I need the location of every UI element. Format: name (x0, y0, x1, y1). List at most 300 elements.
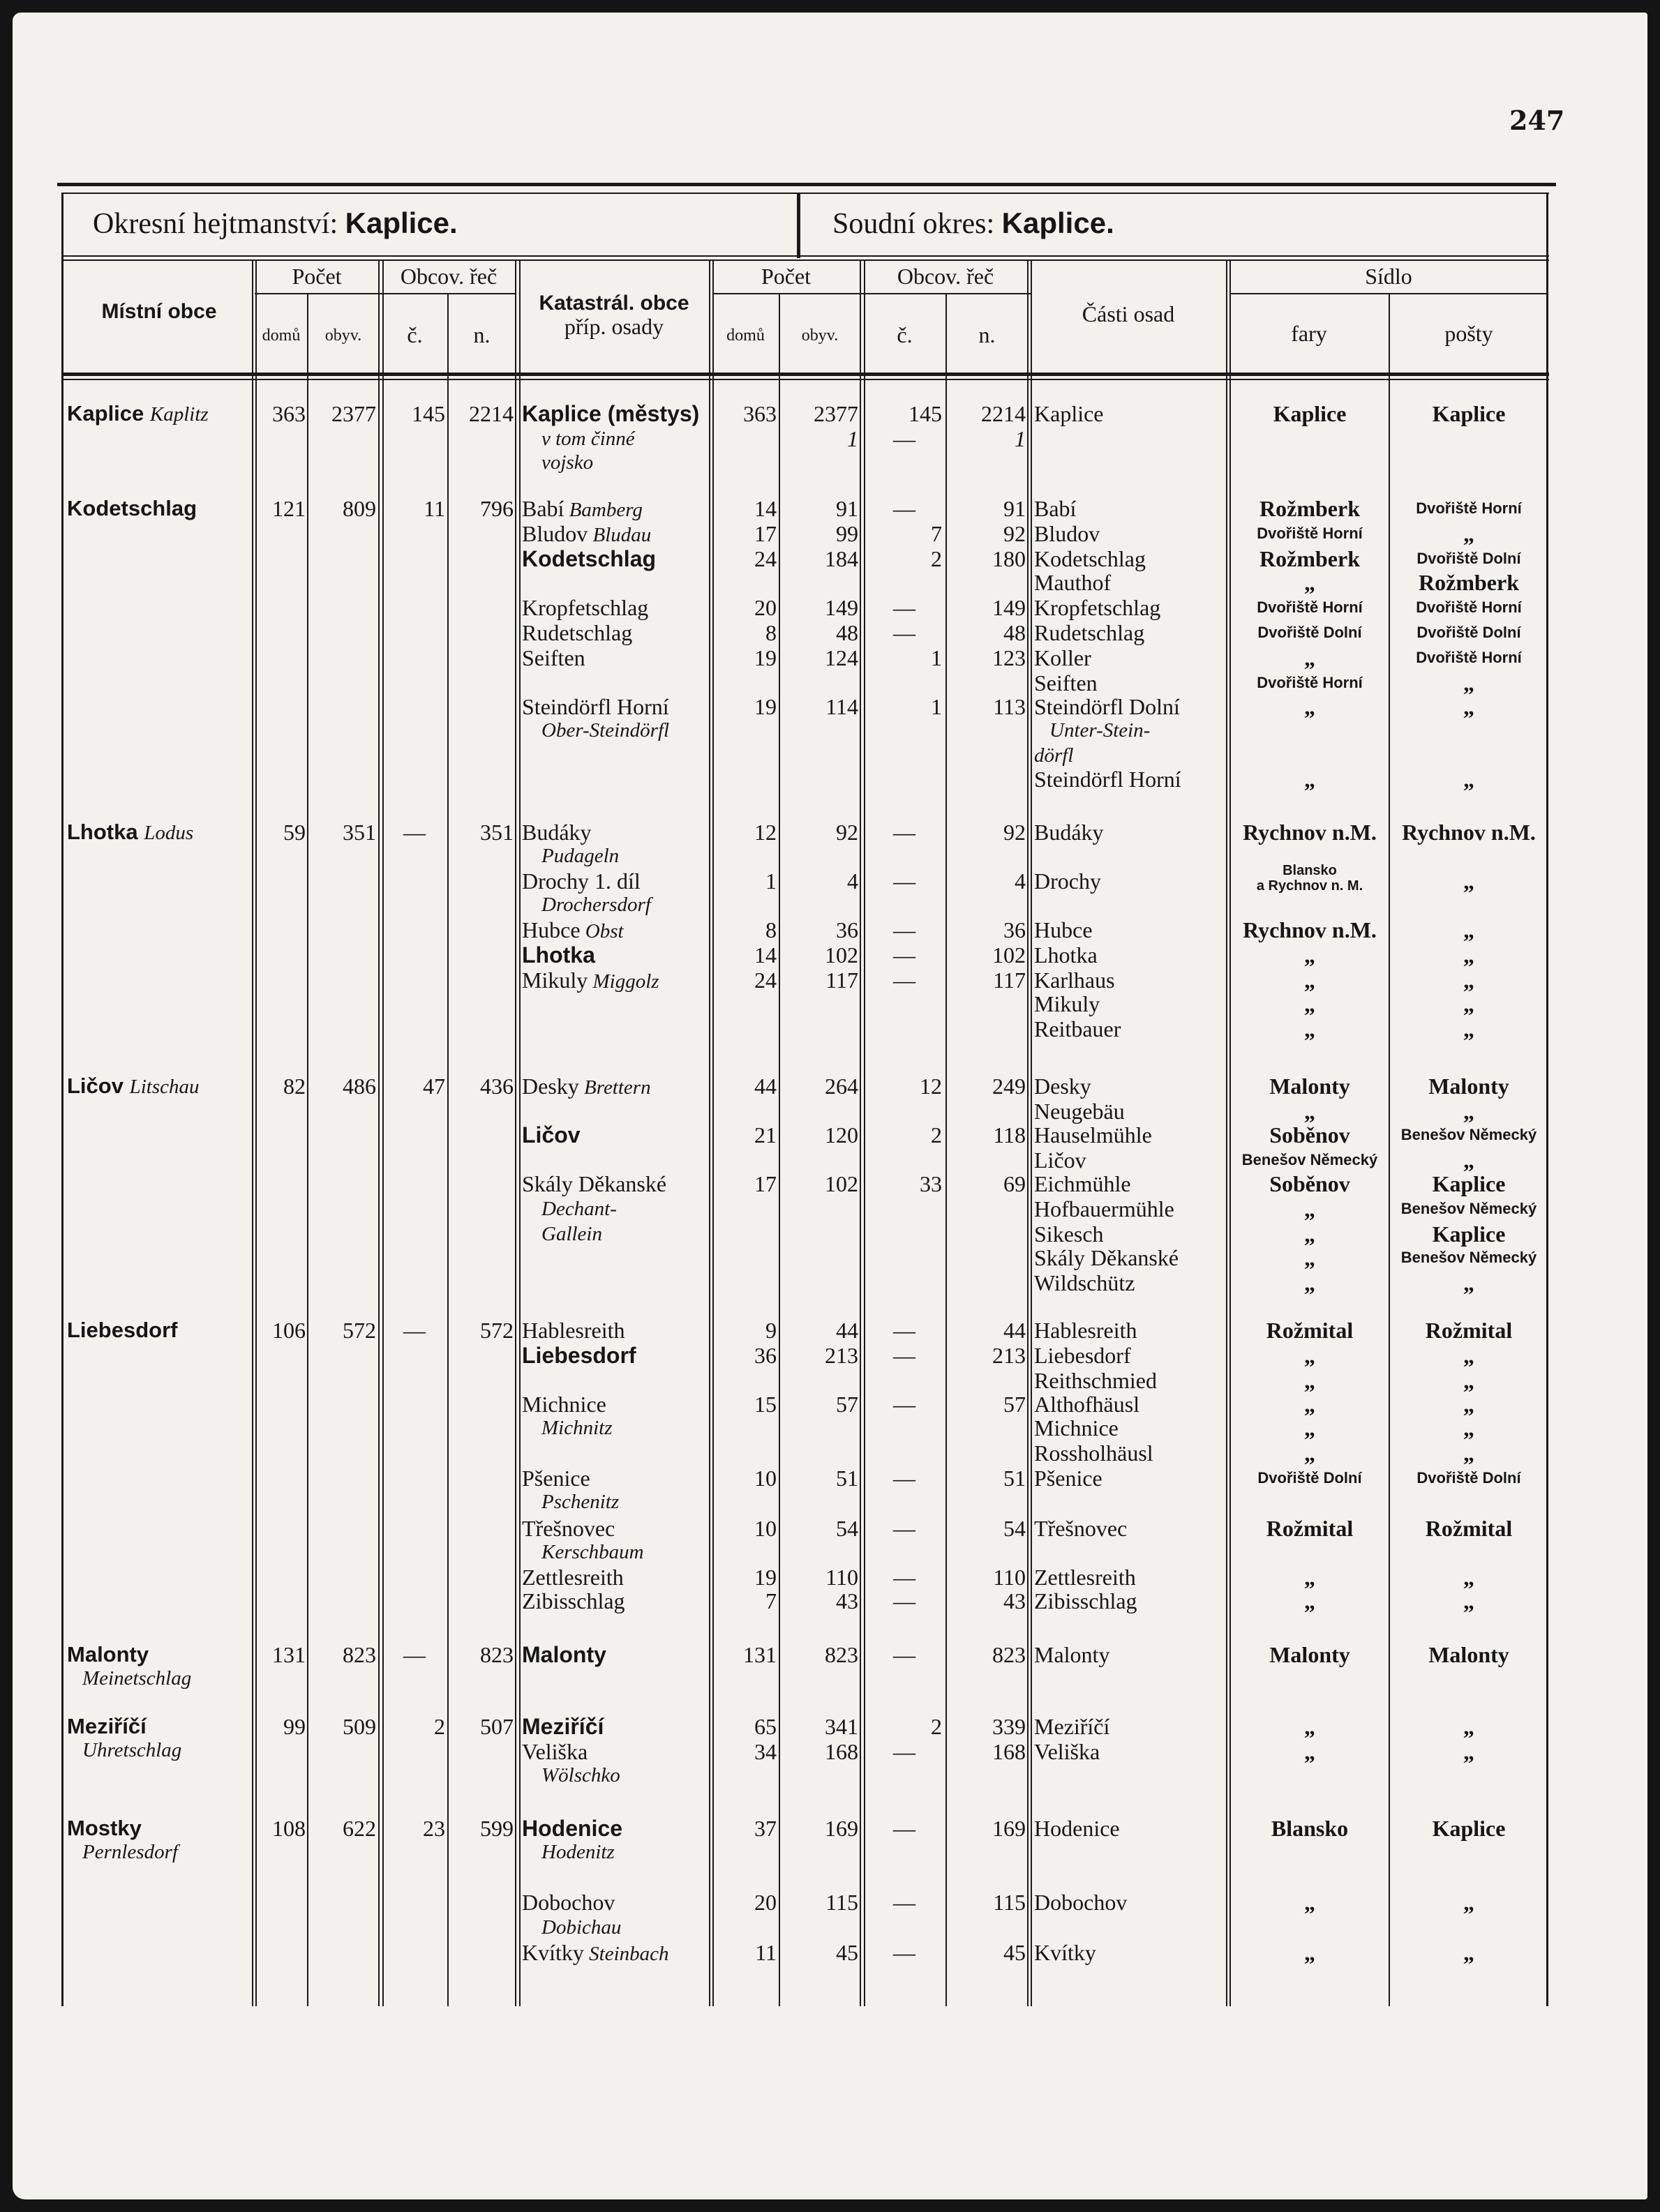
settlement-part-name: Steindörfl Dolní (1034, 694, 1180, 719)
post-office-seat: „ (1463, 968, 1474, 993)
post-office-seat: „ (1463, 942, 1474, 968)
municipality-nemecky: 436 (480, 1074, 514, 1099)
cadastral-name: Bludov Bludau (522, 521, 652, 546)
cadastral-nemecky: 44 (1003, 1318, 1026, 1343)
cadastral-domu: 37 (754, 1816, 777, 1841)
cadastral-cesky: — (893, 620, 915, 645)
municipality-german-name: Lodus (144, 822, 194, 844)
settlement-part-name: Budáky (1034, 820, 1104, 845)
cadastral-suffix: Obst (580, 920, 624, 942)
cadastral-name: Dechant- (541, 1198, 617, 1220)
municipality-obyv: 2377 (331, 401, 376, 426)
parish-seat: Kaplice (1273, 401, 1347, 426)
col-line (519, 259, 521, 2006)
settlement-part-name: Desky (1034, 1074, 1091, 1099)
cadastral-nemecky: 54 (1003, 1516, 1026, 1541)
col-line (515, 259, 516, 2006)
cadastral-cesky: 33 (920, 1171, 942, 1196)
cadastral-name: Hodenitz (541, 1841, 615, 1863)
municipality-domu: 99 (283, 1714, 306, 1739)
post-office-seat: Dvořiště Dolní (1416, 1469, 1521, 1487)
parish-seat: Dvořiště Dolní (1257, 624, 1362, 641)
cadastral-name: Pšenice (522, 1466, 590, 1491)
cadastral-name: Hubce Obst (522, 917, 624, 942)
cadastral-cesky: 1 (931, 645, 942, 670)
post-office-seat: Benešov Německý (1400, 1249, 1537, 1266)
post-office-seat: Dvořiště Horní (1416, 499, 1522, 517)
cadastral-cesky: 12 (920, 1074, 942, 1099)
municipality-german-name: Litschau (129, 1076, 200, 1098)
cadastral-cesky: 2 (931, 1122, 942, 1148)
parish-seat: „ (1304, 942, 1315, 968)
cadastral-cesky: — (893, 1890, 915, 1915)
cadastral-name: Třešnovec (522, 1516, 615, 1541)
municipality-german-name: Pernlesdorf (82, 1841, 178, 1863)
col-line (1031, 259, 1032, 2006)
cadastral-cesky: 1 (931, 694, 942, 719)
parish-seat: „ (1304, 1343, 1315, 1368)
cadastral-obyv: 91 (836, 496, 858, 521)
cadastral-cesky: — (893, 968, 915, 993)
settlement-part-name: Kaplice (1034, 401, 1104, 426)
cadastral-name: Drochy 1. díl (522, 868, 641, 894)
settlement-part-name: Wildschütz (1034, 1270, 1135, 1295)
cadastral-obyv: 213 (825, 1343, 858, 1368)
parish-seat: „ (1304, 767, 1315, 792)
municipality-name: Meziříčí Uhretschlag (67, 1715, 250, 1762)
parish-seat: „ (1304, 694, 1315, 719)
cadastral-domu: 24 (754, 968, 777, 993)
col-domu-2: domů (726, 326, 765, 345)
cadastral-obyv: 124 (825, 645, 858, 670)
col-n: n. (473, 322, 491, 347)
cadastral-nemecky: 51 (1003, 1466, 1026, 1491)
settlement-part-name: Veliška (1034, 1739, 1100, 1764)
cadastral-domu: 8 (765, 620, 777, 645)
settlement-part-name: Třešnovec (1034, 1516, 1128, 1541)
col-c-2: č. (897, 322, 913, 347)
cadastral-nemecky: 43 (1003, 1588, 1026, 1613)
cadastral-name: v tom činné (541, 428, 635, 450)
cadastral-obyv: 169 (825, 1816, 858, 1841)
municipality-domu: 59 (283, 820, 306, 845)
parish-seat: Malonty (1269, 1074, 1350, 1099)
parish-seat: „ (1304, 1245, 1315, 1270)
post-office-seat: Malonty (1428, 1642, 1509, 1667)
col-katastr: Katastrál. obce (539, 292, 689, 315)
parish-seat: „ (1304, 1890, 1315, 1915)
cadastral-name: Zibisschlag (522, 1588, 625, 1613)
cadastral-cesky: — (893, 1516, 915, 1541)
cadastral-name: Michnice (522, 1392, 606, 1417)
cadastral-name: Malonty (522, 1642, 606, 1667)
cadastral-name: vojsko (541, 451, 594, 474)
cadastral-domu: 363 (743, 401, 777, 426)
parish-seat: a Rychnov n. M. (1256, 878, 1363, 894)
post-office-seat: „ (1463, 1270, 1474, 1295)
settlement-part-name: Hauselmühle (1034, 1122, 1152, 1148)
pocet-rule (255, 293, 516, 294)
cadastral-nemecky: 113 (993, 694, 1026, 719)
municipality-obyv: 509 (343, 1714, 376, 1739)
col-line (860, 259, 861, 2006)
parish-seat: „ (1304, 1392, 1315, 1417)
col-line (779, 293, 780, 2006)
municipality-name: Malonty Meinetschlag (67, 1643, 250, 1690)
col-obyv: obyv. (324, 326, 362, 345)
post-office-seat: Malonty (1428, 1074, 1509, 1099)
parish-seat: „ (1304, 1016, 1315, 1041)
parish-seat: Rožmital (1266, 1516, 1354, 1541)
col-line (382, 259, 384, 2006)
parish-seat: Malonty (1269, 1642, 1350, 1667)
cadastral-nemecky: 48 (1003, 620, 1026, 645)
cadastral-cesky: — (893, 1642, 915, 1667)
cadastral-nemecky: 118 (993, 1122, 1026, 1148)
top-rule (57, 183, 1556, 186)
parish-seat: „ (1304, 1565, 1315, 1590)
settlement-part-name: dörfl (1034, 744, 1074, 767)
cadastral-cesky: — (893, 942, 915, 968)
cadastral-cesky: 2 (931, 546, 942, 571)
settlement-part-name: Michnice (1034, 1415, 1119, 1440)
cadastral-cesky: — (893, 820, 915, 845)
cadastral-nemecky: 4 (1015, 868, 1026, 894)
parish-seat: „ (1304, 1714, 1315, 1739)
cadastral-domu: 34 (754, 1739, 777, 1764)
col-pocet-2: Počet (761, 264, 812, 289)
settlement-part-name: Zettlesreith (1034, 1565, 1136, 1590)
cadastral-suffix: Bamberg (564, 499, 643, 521)
cadastral-nemecky: 102 (992, 942, 1026, 968)
cadastral-cesky: — (893, 1343, 915, 1368)
settlement-part-name: Kropfetschlag (1034, 595, 1161, 620)
parish-seat: „ (1304, 1588, 1315, 1613)
district-title: Okresní hejtmanství: Kaplice. (93, 206, 458, 240)
parish-seat: „ (1304, 1415, 1315, 1440)
cadastral-name: Skály Děkanské (522, 1171, 667, 1196)
col-c: č. (407, 322, 423, 347)
settlement-part-name: Kodetschlag (1034, 546, 1146, 571)
cadastral-name: Desky Brettern (522, 1074, 651, 1099)
cadastral-obyv: 823 (825, 1642, 858, 1667)
municipality-german-name: Kaplitz (149, 403, 209, 426)
cadastral-obyv: 54 (836, 1516, 858, 1541)
cadastral-cesky: — (893, 1466, 915, 1491)
municipality-name: Kodetschlag (67, 496, 197, 520)
cadastral-domu: 131 (743, 1642, 777, 1667)
municipality-domu: 121 (272, 496, 306, 521)
col-pocet: Počet (292, 264, 342, 289)
cadastral-name: Michnitz (541, 1417, 613, 1439)
cadastral-name: Gallein (541, 1223, 602, 1245)
municipality-domu: 131 (272, 1642, 306, 1667)
post-office-seat: „ (1463, 1565, 1474, 1590)
municipality-german-name: Uhretschlag (82, 1739, 182, 1761)
cadastral-nemecky: 249 (992, 1074, 1026, 1099)
municipality-domu: 363 (272, 401, 306, 426)
col-line (378, 259, 380, 2006)
municipality-obyv: 823 (343, 1642, 376, 1667)
settlement-part-name: Hodenice (1034, 1816, 1120, 1841)
parish-seat: „ (1304, 991, 1315, 1016)
cadastral-suffix: (městys) (601, 401, 700, 426)
cadastral-obyv: 102 (825, 942, 858, 968)
post-office-seat: Kaplice (1432, 1816, 1506, 1841)
post-office-seat: Benešov Německý (1400, 1126, 1537, 1143)
parish-seat: „ (1304, 1739, 1315, 1764)
page-number: 247 (1509, 105, 1565, 136)
cadastral-domu: 9 (765, 1318, 777, 1343)
cadastral-name: Mikuly Miggolz (522, 968, 659, 993)
municipality-german-name: Meinetschlag (82, 1667, 192, 1690)
cadastral-suffix: Bludau (588, 524, 652, 546)
cadastral-nemecky: 823 (992, 1642, 1026, 1667)
settlement-part-name: Neugebäu (1034, 1099, 1125, 1124)
cadastral-nemecky: 92 (1003, 820, 1026, 845)
municipality-cesky: — (403, 820, 426, 845)
parish-seat: Dvořiště Horní (1257, 674, 1363, 691)
cadastral-cesky: — (893, 1588, 915, 1613)
post-office-seat: „ (1463, 1890, 1474, 1915)
post-office-seat: Dvořiště Dolní (1416, 550, 1521, 567)
col-katastr-2: příp. osady (564, 314, 664, 339)
cadastral-name: Hodenice (522, 1816, 623, 1841)
cadastral-domu: 17 (754, 1171, 777, 1196)
municipality-nemecky: 351 (480, 820, 514, 845)
cadastral-nemecky: 110 (993, 1565, 1026, 1590)
municipality-obyv: 486 (343, 1074, 376, 1099)
post-office-seat: „ (1463, 1148, 1474, 1173)
cadastral-obyv: 48 (836, 620, 858, 645)
settlement-part-name: Meziříčí (1034, 1714, 1110, 1739)
col-line (1226, 259, 1227, 2006)
post-office-seat: Rožmital (1425, 1516, 1513, 1541)
col-line (945, 293, 947, 2006)
cadastral-domu: 15 (754, 1392, 777, 1417)
cadastral-name: Zettlesreith (522, 1565, 624, 1590)
cadastral-name: Rudetschlag (522, 620, 633, 645)
cadastral-obyv: 99 (836, 521, 858, 546)
cadastral-nemecky: 117 (993, 968, 1026, 993)
cadastral-cesky: — (893, 917, 915, 942)
cadastral-obyv: 120 (825, 1122, 858, 1148)
cadastral-domu: 10 (754, 1466, 777, 1491)
parish-seat: Soběnov (1269, 1171, 1350, 1196)
parish-seat: Rožmital (1266, 1318, 1354, 1343)
settlement-part-name: Mikuly (1034, 991, 1100, 1016)
cadastral-name: Kropfetschlag (522, 595, 649, 620)
parish-seat: Soběnov (1269, 1122, 1350, 1148)
post-office-seat: Kaplice (1432, 401, 1506, 426)
parish-seat: Blansko (1283, 863, 1337, 878)
pocet-rule-2 (713, 293, 1031, 294)
municipality-nemecky: 599 (480, 1816, 514, 1841)
post-office-seat: Rychnov n.M. (1402, 820, 1536, 845)
municipality-domu: 108 (272, 1816, 306, 1841)
post-office-seat: Benešov Německý (1400, 1200, 1537, 1217)
cadastral-cesky: — (893, 426, 915, 451)
cadastral-obyv: 115 (825, 1890, 858, 1915)
col-line (447, 293, 449, 2006)
cadastral-name: Meziříčí (522, 1714, 604, 1739)
cadastral-obyv: 57 (836, 1392, 858, 1417)
settlement-part-name: Unter-Stein- (1049, 719, 1151, 742)
municipality-nemecky: 823 (480, 1642, 514, 1667)
settlement-part-name: Rossholhäusl (1034, 1440, 1153, 1466)
settlement-part-name: Kvítky (1034, 1940, 1096, 1965)
cadastral-nemecky: 213 (992, 1343, 1026, 1368)
col-mistni-obce: Místní obce (101, 300, 217, 323)
parish-seat: Rychnov n.M. (1243, 917, 1377, 942)
cadastral-obyv: 114 (825, 694, 858, 719)
post-office-seat: „ (1463, 1343, 1474, 1368)
settlement-part-name: Sikesch (1034, 1221, 1104, 1247)
post-office-seat: „ (1463, 1440, 1474, 1466)
top-rule-thin (63, 193, 1549, 194)
cadastral-domu: 14 (754, 496, 777, 521)
cadastral-nemecky: 1 (1015, 426, 1026, 451)
municipality-domu: 82 (283, 1074, 306, 1099)
post-office-seat: „ (1463, 1739, 1474, 1764)
cadastral-suffix: Brettern (578, 1076, 651, 1099)
cadastral-nemecky: 91 (1003, 496, 1026, 521)
post-office-seat: „ (1463, 991, 1474, 1016)
cadastral-domu: 1 (765, 868, 777, 894)
cadastral-nemecky: 168 (992, 1739, 1026, 1764)
cadastral-nemecky: 115 (993, 1890, 1026, 1915)
cadastral-name: Ličov (522, 1122, 581, 1148)
cadastral-domu: 24 (754, 546, 777, 571)
cadastral-domu: 65 (754, 1714, 777, 1739)
cadastral-domu: 19 (754, 645, 777, 670)
settlement-part-name: Lhotka (1034, 942, 1098, 968)
cadastral-obyv: 45 (836, 1940, 858, 1965)
municipality-nemecky: 2214 (469, 401, 514, 426)
cadastral-nemecky: 92 (1003, 521, 1026, 546)
municipality-name: Ličov Litschau (67, 1074, 200, 1098)
cadastral-nemecky: 339 (992, 1714, 1026, 1739)
settlement-part-name: Hofbauermühle (1034, 1196, 1174, 1221)
cadastral-name: Steindörfl Horní (522, 694, 669, 719)
settlement-part-name: Karlhaus (1034, 968, 1115, 993)
col-domu: domů (262, 326, 301, 345)
cadastral-name: Dobichau (541, 1916, 622, 1939)
cadastral-cesky: — (893, 1816, 915, 1841)
court-title: Soudní okres: Kaplice. (832, 206, 1114, 240)
cadastral-suffix: Miggolz (588, 970, 659, 993)
cadastral-domu: 19 (754, 1565, 777, 1590)
cadastral-domu: 12 (754, 820, 777, 845)
cadastral-obyv: 1 (847, 426, 858, 451)
cadastral-domu: 21 (754, 1122, 777, 1148)
settlement-part-name: Pšenice (1034, 1466, 1102, 1491)
cadastral-name: Dobochov (522, 1890, 615, 1915)
cadastral-obyv: 92 (836, 820, 858, 845)
settlement-part-name: Althofhäusl (1034, 1392, 1140, 1417)
settlement-part-name: Rudetschlag (1034, 620, 1145, 645)
post-office-seat: „ (1463, 1415, 1474, 1440)
col-line (1027, 259, 1029, 2006)
cadastral-nemecky: 123 (992, 645, 1026, 670)
cadastral-obyv: 43 (836, 1588, 858, 1613)
cadastral-name: Hablesreith (522, 1318, 625, 1343)
header-rule (63, 373, 1549, 376)
settlement-part-name: Seiften (1034, 670, 1098, 695)
cadastral-name: Budáky (522, 820, 592, 845)
parish-seat: „ (1304, 1368, 1315, 1393)
cadastral-obyv: 168 (825, 1739, 858, 1764)
post-office-seat: „ (1463, 1016, 1474, 1041)
municipality-name: Lhotka Lodus (67, 820, 194, 844)
parish-seat: „ (1304, 1196, 1315, 1221)
post-office-seat: „ (1463, 1392, 1474, 1417)
cadastral-domu: 20 (754, 1890, 777, 1915)
cadastral-obyv: 4 (847, 868, 858, 894)
municipality-cesky: 23 (423, 1816, 445, 1841)
col-line (307, 293, 308, 2006)
post-office-seat: Rožmital (1425, 1318, 1513, 1343)
cadastral-cesky: — (893, 1739, 915, 1764)
cadastral-obyv: 149 (825, 595, 858, 620)
settlement-part-name: Zibisschlag (1034, 1588, 1137, 1613)
cadastral-name: Ober-Steindörfl (541, 719, 670, 742)
municipality-nemecky: 507 (480, 1714, 514, 1739)
cadastral-nemecky: 57 (1003, 1392, 1026, 1417)
cadastral-obyv: 264 (825, 1074, 858, 1099)
post-office-seat: „ (1463, 521, 1474, 546)
cadastral-cesky: 7 (931, 521, 942, 546)
municipality-obyv: 351 (343, 820, 376, 845)
col-obcov-rec-2: Obcov. řeč (897, 264, 994, 289)
cadastral-cesky: — (893, 868, 915, 894)
cadastral-domu: 17 (754, 521, 777, 546)
post-office-seat: „ (1463, 917, 1474, 942)
settlement-part-name: Mauthof (1034, 570, 1112, 595)
cadastral-obyv: 36 (836, 917, 858, 942)
settlement-part-name: Ličov (1034, 1148, 1086, 1173)
col-sidlo: Sídlo (1365, 264, 1412, 289)
cadastral-name: Veliška (522, 1739, 588, 1764)
cadastral-nemecky: 149 (992, 595, 1026, 620)
cadastral-obyv: 2377 (814, 401, 858, 426)
post-office-seat: Rožmberk (1419, 570, 1519, 595)
cadastral-obyv: 117 (825, 968, 858, 993)
post-office-seat: Dvořiště Horní (1416, 599, 1522, 616)
post-office-seat: „ (1463, 767, 1474, 792)
cadastral-cesky: — (893, 496, 915, 521)
cadastral-obyv: 102 (825, 1171, 858, 1196)
cadastral-name: Lhotka (522, 942, 595, 968)
col-obyv-2: obyv. (801, 326, 839, 345)
col-line (252, 259, 253, 2006)
cadastral-nemecky: 45 (1003, 1940, 1026, 1965)
cadastral-domu: 11 (755, 1940, 777, 1965)
cadastral-domu: 8 (765, 917, 777, 942)
cadastral-name: Pschenitz (541, 1491, 620, 1513)
post-office-seat: Kaplice (1432, 1221, 1506, 1247)
cadastral-name: Seiften (522, 645, 585, 670)
settlement-part-name: Reitbauer (1034, 1016, 1121, 1041)
settlement-part-name: Bludov (1034, 521, 1100, 546)
title-divider (797, 193, 800, 258)
municipality-name: Kaplice Kaplitz (67, 401, 209, 426)
title-rule-2 (63, 259, 1549, 261)
municipality-nemecky: 572 (480, 1318, 514, 1343)
settlement-part-name: Drochy (1034, 868, 1101, 894)
settlement-part-name: Hablesreith (1034, 1318, 1137, 1343)
cadastral-name: Kerschbaum (541, 1541, 644, 1563)
